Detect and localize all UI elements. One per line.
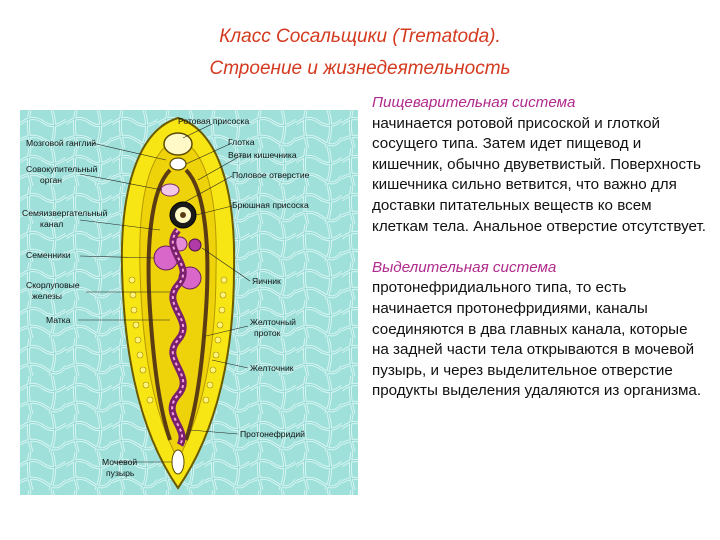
slide-title-line-1: Класс Сосальщики (Trematoda).	[219, 26, 501, 47]
excretory-body: протонефридиального типа, то есть начинается протонефридиями, каналы соединяются в два главных канала, которые на задней части тела открываются в мочевой пузырь, и через выделительное отверстие продукты выделения удаляются из организма.	[372, 279, 702, 400]
label-bladder-2: пузырь	[106, 468, 135, 478]
label-genital-pore: Половое отверстие	[232, 170, 310, 180]
label-ovary: Яичник	[252, 276, 281, 286]
pharynx	[170, 158, 186, 170]
label-mouth-sucker: Ротовая присоска	[178, 116, 250, 126]
excretory-section	[372, 258, 707, 402]
label-yolk-duct-1: Желточный	[250, 317, 296, 327]
label-yolk-gland: Желточник	[250, 363, 294, 373]
label-testes: Семенники	[26, 250, 71, 260]
label-brain-ganglion: Мозговой ганглий	[26, 138, 97, 148]
digestive-body: начинается ротовой присоской и глоткой сосущего типа. Затем идет пищевод и кишечник, обычно двуветвистый. Поверхность кишечника сильно ветвится, что важно для доставки питательных веществ ко всем клеткам тела. Анальное отверстие отсутствует.	[372, 114, 706, 235]
label-shell-glands-2: железы	[32, 291, 62, 301]
trematode-anatomy-figure	[20, 110, 358, 495]
oral-sucker	[164, 133, 192, 155]
description-text	[372, 93, 707, 402]
label-uterus: Матка	[46, 315, 71, 325]
label-protonephridium: Протонефридий	[240, 429, 305, 439]
slide-title-line-2: Строение и жизнедеятельность	[209, 58, 511, 79]
digestive-section	[372, 93, 707, 237]
label-copulatory-organ-1: Совокупительный	[26, 164, 98, 174]
label-shell-glands-1: Скорлуповые	[26, 280, 80, 290]
label-bladder-1: Мочевой	[102, 457, 138, 467]
label-yolk-duct-2: проток	[254, 328, 281, 338]
label-intestine-branches: Ветви кишечника	[228, 150, 297, 160]
label-pharynx: Глотка	[228, 137, 255, 147]
label-seminal-duct-2: канал	[40, 219, 64, 229]
copulatory-organ	[161, 184, 179, 196]
label-copulatory-organ-2: орган	[40, 175, 63, 185]
digestive-heading: Пищеварительная система	[372, 94, 576, 111]
ovary	[189, 239, 201, 251]
excretory-bladder	[172, 450, 184, 474]
excretory-heading: Выделительная система	[372, 258, 557, 276]
label-seminal-duct-1: Семяизвергательный	[22, 208, 108, 218]
label-ventral-sucker: Брюшная присоска	[232, 200, 309, 210]
